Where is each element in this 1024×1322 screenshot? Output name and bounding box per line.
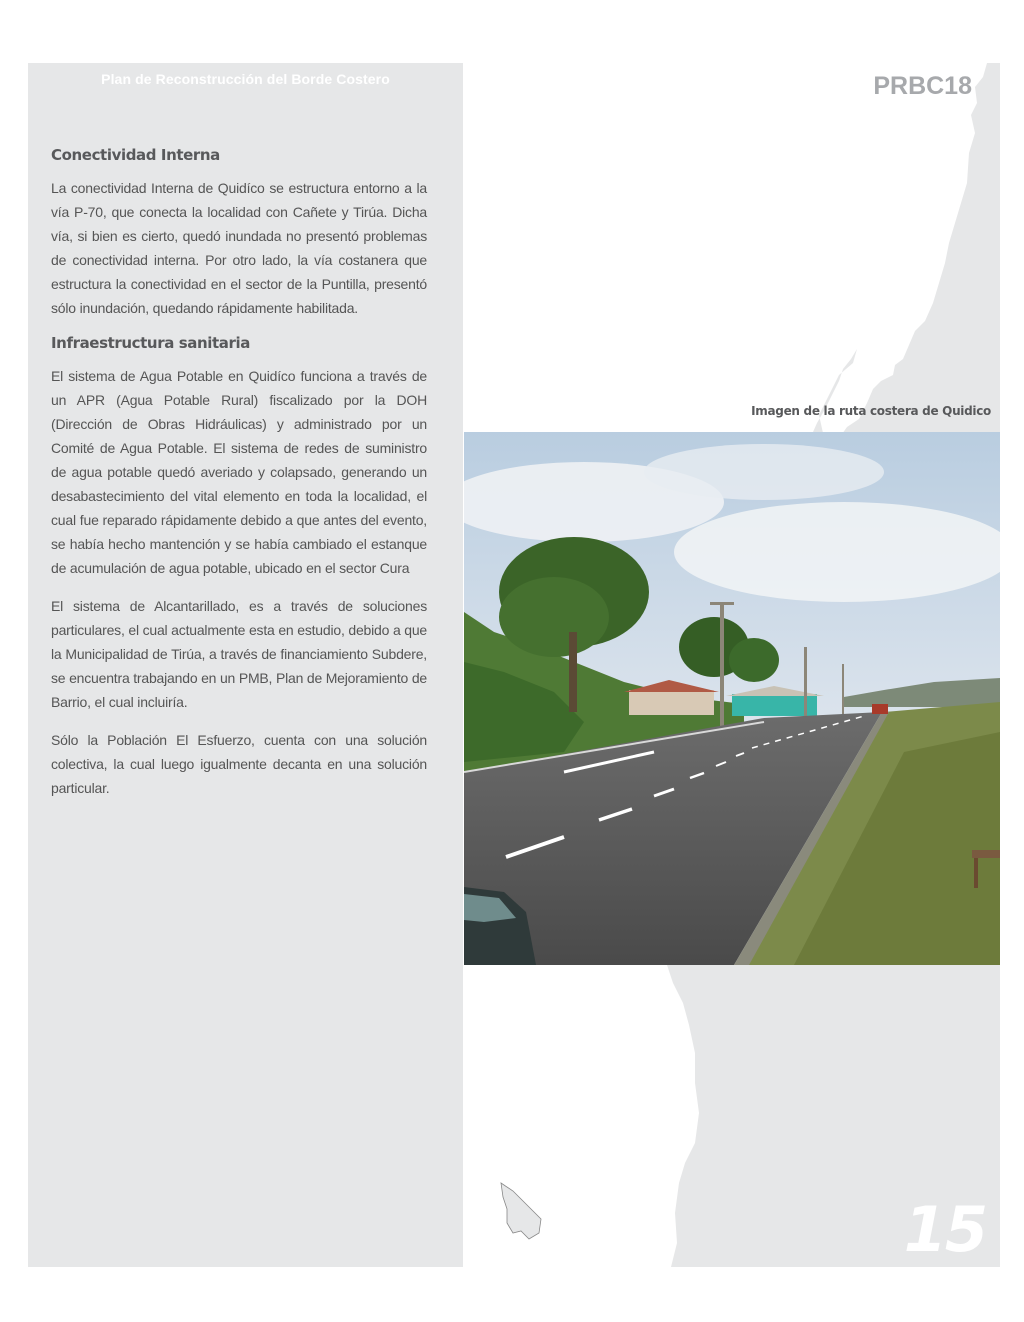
paragraph-alcantarillado: El sistema de Alcantarillado, es a través de soluciones particulares, el cual actualmente esta en estudio, debido a que la Municipalidad de Tirúa, a través de financiamiento Subdere, se encuentra trabajando en un PMB, Plan de Mejoramiento de Barrio, el cual incluiría. — [51, 598, 427, 710]
document-code: PRBC18 — [873, 72, 972, 100]
paragraph-conectividad: La conectividad Interna de Quidíco se estructura entorno a la vía P-70, que conecta la localidad con Cañete y Tirúa. Dicha vía, si bien es cierto, quedó inundada no presentó problemas de conectividad interna. Por otro lado, la vía costanera que estructura la conectividad en el sector de la Puntilla, presentó sólo inundación, quedando rápidamente habilitada. — [51, 180, 427, 316]
photo-caption: Imagen de la ruta costera de Quidico — [751, 404, 991, 418]
section-heading-infraestructura: Infraestructura sanitaria — [51, 334, 250, 352]
page-number: 15 — [903, 1193, 986, 1266]
map-islet — [501, 1183, 541, 1239]
section-heading-conectividad: Conectividad Interna — [51, 146, 220, 164]
main-content — [51, 146, 427, 814]
paragraph-agua-potable: El sistema de Agua Potable en Quidíco funciona a través de un APR (Agua Potable Rural) fiscalizado por la DOH (Dirección de Obras Hidráulicas) y administrado por un Comité de Agua Potable. El sistema de redes de suministro de agua potable quedó averiado y colapsado, generando un desabastecimiento del vital elemento en toda la localidad, el cual fue reparado rápidamente debido a que antes del evento, se había hecho mantención y se había cambiado el estanque de acumulación de agua potable, ubicado en el sector Cura — [51, 368, 427, 576]
document-title: Plan de Reconstrucción del Borde Costero — [101, 71, 390, 87]
coastal-road-photo — [464, 432, 1000, 965]
paragraph-poblacion: Sólo la Población El Esfuerzo, cuenta con una solución colectiva, la cual luego igualmente decanta en una solución particular. — [51, 732, 427, 796]
